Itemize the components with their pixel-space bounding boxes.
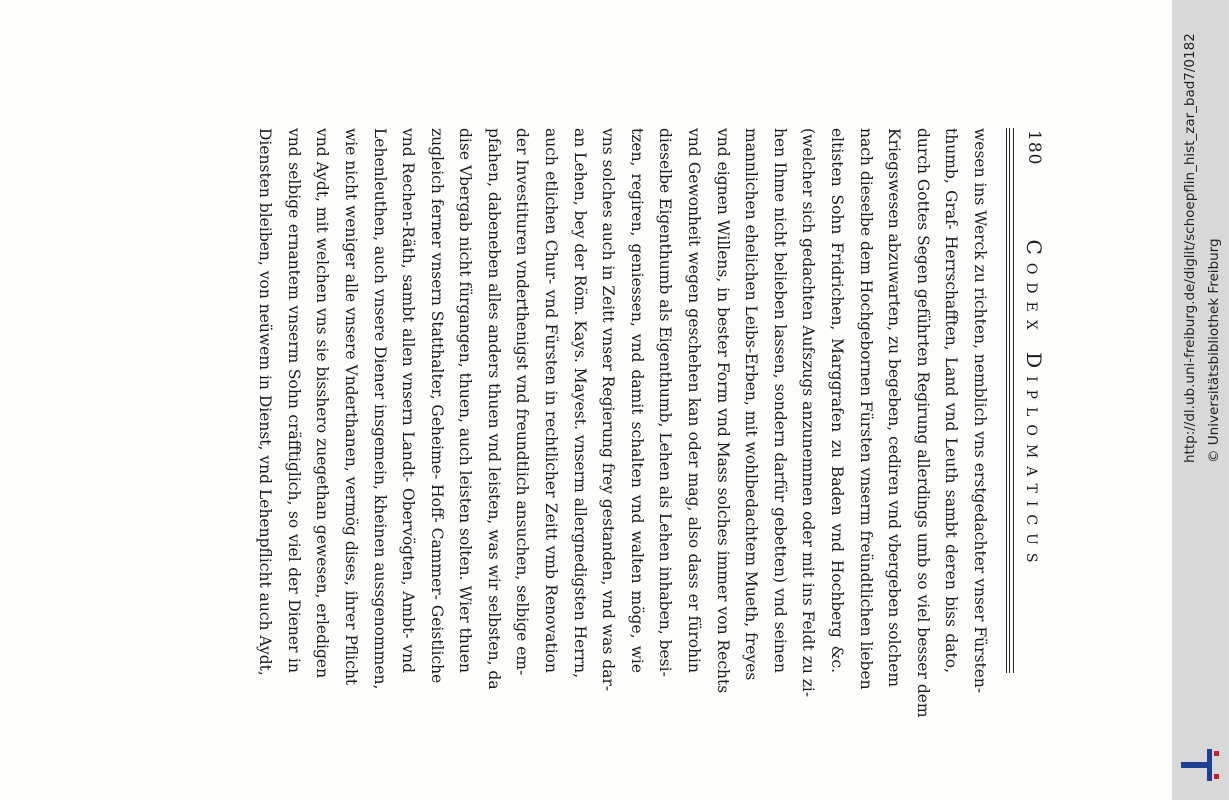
text-line: vnd Rechen-Räth, sambt allen vnsern Landt- Obervögten, Ambt- vnd xyxy=(399,128,418,673)
text-line: vnd Aydt, mit welchen vns sie bisshero zuegethan gewesen, erledigen xyxy=(313,128,332,679)
text-line: zugleich ferner vnsern Statthalter, Geheime- Hoff- Cammer- Geistliche xyxy=(427,128,446,684)
logo-dot-top xyxy=(1214,751,1219,756)
logo-bar-stem xyxy=(1207,749,1212,781)
library-logo-icon xyxy=(1181,745,1223,785)
text-line: wesen ins Werck zu richten, nemblich vns erstgedachter vnser Fürsten- xyxy=(971,128,989,694)
copyright-notice: © Universitätsbibliothek Freiburg xyxy=(1206,238,1222,463)
text-line: Kriegswesen abzuwarten, zu begeben, cediren vnd vbergeben solchem xyxy=(885,128,904,688)
logo-dot-bottom xyxy=(1214,774,1219,779)
text-line: der Investituren vnderthenigst vnd freundtlich ansuchen, selbige em- xyxy=(513,128,532,676)
text-line: an Lehen, bey der Röm. Kays. Mayest. vnserm allergnedigsten Herrn, xyxy=(570,128,589,679)
head-rule-thin xyxy=(1009,128,1010,673)
text-line: vnd Gewonheit wegen geschehen kan oder mag, also dass er fürohin xyxy=(685,128,704,673)
text-line: nach dieselbe dem Hochgebornen Fürsten vnserm freündtlichen lieben xyxy=(856,128,875,690)
text-line: eltisten Sohn Fridrichen, Marggrafen zu Baden vnd Hochberg &c. xyxy=(828,128,847,673)
text-line: vnd selbige ernantem vnserm Sohn cräfftiglich, so viel der Diener in xyxy=(284,128,303,673)
text-line: auch etlichen Chur- vnd Fürsten in rechtlicher Zeitt vmb Renovation xyxy=(542,128,561,673)
text-line: Lehenleuthen, auch vnsere Diener insgemein, kheinen aussgenommen, xyxy=(370,128,389,690)
text-line: dieselbe Eigenthumb als Eigenthumb, Lehen als Lehen inhaben, besi- xyxy=(656,128,675,677)
text-line: thumb, Graf- Herrschafften, Land vnd Leuth sambt deren biss dato, xyxy=(942,128,961,673)
body-text xyxy=(251,128,994,718)
text-line: vnd eignen Willens, in bester Form vnd Mass solches immer von Rechts xyxy=(713,128,732,694)
head-rule-lower xyxy=(1006,128,1007,673)
text-line: Diensten bleiben, von neüwem in Dienst, vnd Lehenpflicht auch Aydt, xyxy=(256,128,275,676)
text-line: hen Ihme nicht belieben lassen, sondern darfür gebetten) vnd seinen xyxy=(770,128,789,673)
text-line: wie nicht weniger alle vnsere Vnderthanen, vermög dises, ihrer Pflicht xyxy=(341,128,360,686)
text-line: tzen, regiren, geniessen, vnd damit schalten vnd walten möge, wie xyxy=(627,128,646,673)
text-line: (welcher sich gedachten Aufszugs anzunemmen oder mit ins Feldt zu zi- xyxy=(799,128,818,698)
source-url[interactable]: http://dl.ub.uni-freiburg.de/diglit/schoepflin_hist_zar_bad7/0182 xyxy=(1182,33,1198,463)
running-head: Codex Diplomaticus xyxy=(1022,239,1046,571)
text-line: vns solches auch in Zeitt vnser Regierung frey gestanden, vnd was dar- xyxy=(599,128,618,692)
logo-bar-left xyxy=(1181,762,1207,768)
text-line: pfahen, dabeneben alles anders thuen vnd leisten, was wir selbsten, da xyxy=(484,128,503,690)
text-line: dise Vbergab nicht fürgangen, thuen, auch leisten solten. Wier thuen xyxy=(456,128,475,673)
text-line: durch Gottes Segen geführten Regirung allerdings umb so viel besser dem xyxy=(913,128,932,718)
head-rule xyxy=(1013,128,1014,673)
text-line: mannlichen ehelichen Leibs-Erben, mit wohlbedachtem Mueth, freyes xyxy=(742,128,761,681)
page-number: 180 xyxy=(1024,130,1044,166)
